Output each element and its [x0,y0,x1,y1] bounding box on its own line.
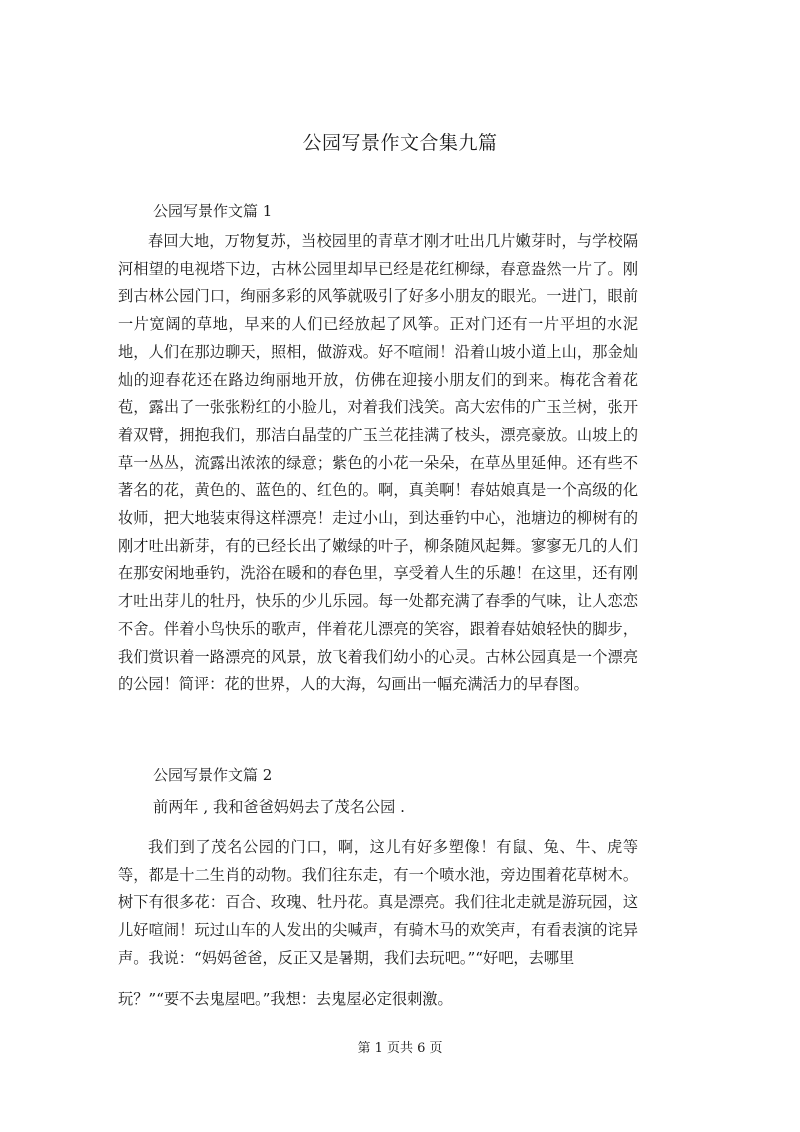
section-2-intro: 前两年 , 我和爸爸妈妈去了茂名公园 . [153,798,405,816]
section-2-paragraph: 我们到了茂名公园的门口，啊，这儿有好多塑像！有鼠、兔、牛、虎等等，都是十二生肖的动物。我们往东走，有一个喷水池，旁边围着花草树木。树下有很多花：百合、玫瑰、牡丹花。真是漂亮。我们往北走就是游玩园，这儿好喧闹！玩过山车的人发出的尖喊声，有骑木马的欢笑声，有看表演的诧异声。我说：“妈妈爸爸，反正又是暑期，我们去玩吧。”“好吧，去哪里 [118,838,638,967]
section-2-last-line: 玩？”“要不去鬼屋吧。”我想：去鬼屋必定很刺激。 [118,990,453,1008]
section-heading-2: 公园写景作文篇 2 [153,766,273,784]
page-footer: 第 1 页共 6 页 [357,1041,443,1056]
document-title: 公园写景作文合集九篇 [302,132,498,154]
section-1-paragraph: 春回大地，万物复苏，当校园里的青草才刚才吐出几片嫩芽时，与学校隔河相望的电视塔下边，古林公园里却早已经是花红柳绿，春意盎然一片了。刚到古林公园门口，绚丽多彩的风筝就吸引了好多小朋友的眼光。一进门，眼前一片宽阔的草地，早来的人们已经放起了风筝。正对门还有一片平坦的水泥地，人们在那边聊天，照相，做游戏。好不喧闹！沿着山坡小道上山，那金灿灿的迎春花还在路边绚丽地开放，仿佛在迎接小朋友们的到来。梅花含着花苞，露出了一张张粉红的小脸儿，对着我们浅笑。高大宏伟的广玉兰树，张开着双臂，拥抱我们，那洁白晶莹的广玉兰花挂满了枝头，漂亮豪放。山坡上的草一丛丛，流露出浓浓的绿意；紫色的小花一朵朵，在草丛里延伸。还有些不著名的花，黄色的、蓝色的、红色的。啊，真美啊！春姑娘真是一个高级的化妆师，把大地装束得这样漂亮！走过小山，到达垂钓中心，池塘边的柳树有的刚才吐出新芽，有的已经长出了嫩绿的叶子，柳条随风起舞。寥寥无几的人们在那安闲地垂钓，洗浴在暖和的春色里，享受着人生的乐趣！在这里，还有刚才吐出芽儿的牡丹，快乐的少儿乐园。每一处都充满了春季的气味，让人恋恋不舍。伴着小鸟快乐的歌声，伴着花儿漂亮的笑容，跟着春姑娘轻快的脚步，我们赏识着一路漂亮的风景，放飞着我们幼小的心灵。古林公园真是一个漂亮的公园！简评：花的世界，人的大海，勾画出一幅充满活力的早春图。 [118,232,638,694]
section-heading-1: 公园写景作文篇 1 [153,202,273,220]
